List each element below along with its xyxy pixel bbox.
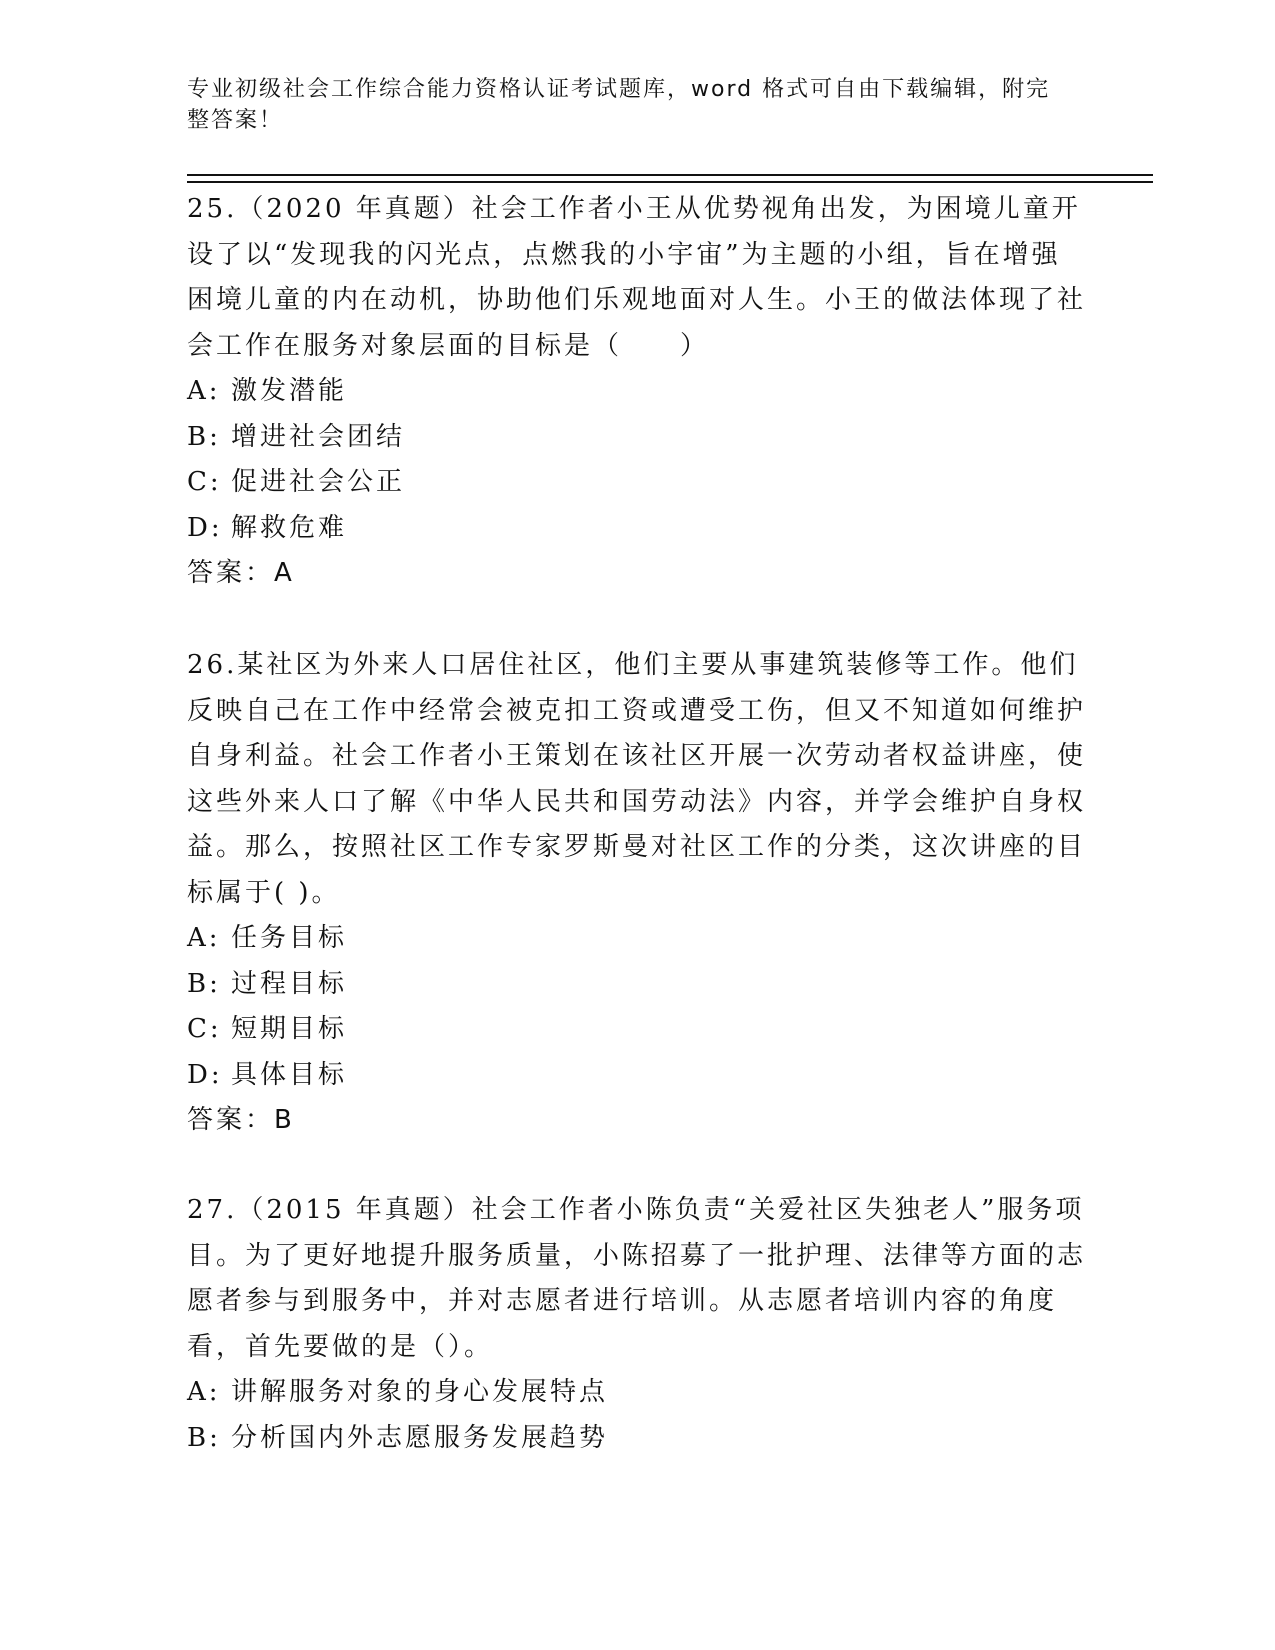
option-c <box>187 1007 1087 1053</box>
option-a <box>187 916 1087 962</box>
answer-line: 答案：A <box>187 558 295 588</box>
question-stem: 25.（2020 年真题）社会工作者小王从优势视角出发，为困境儿童开设了以“发现我的闪光点，点燃我的小宇宙”为主题的小组，旨在增强困境儿童的内在动机，协助他们乐观地面对人生。小王的做法体现了社会工作在服务对象层面的目标是（ ） <box>187 194 1087 361</box>
answer-line: 答案：B <box>187 1105 295 1135</box>
option-a <box>187 1370 1087 1416</box>
option-text: 短期目标 <box>231 1014 348 1044</box>
option-text: 具体目标 <box>231 1059 348 1090</box>
option-a <box>187 369 1087 415</box>
option-letter: B: <box>187 1422 221 1453</box>
option-c <box>187 460 1087 506</box>
option-b <box>187 415 1087 461</box>
option-d <box>187 506 1087 552</box>
option-letter: A: <box>187 923 221 953</box>
option-b <box>187 1416 1087 1462</box>
question-stem: 27.（2015 年真题）社会工作者小陈负责“关爱社区失独老人”服务项目。为了更好地提升服务质量，小陈招募了一批护理、法律等方面的志愿者参与到服务中，并对志愿者进行培训。从志愿者培训内容的角度看，首先要做的是（）。 <box>187 1195 1087 1362</box>
question-25 <box>187 187 1087 597</box>
option-d <box>187 1053 1087 1099</box>
option-letter: D: <box>187 512 223 543</box>
option-text: 促进社会公正 <box>231 467 406 497</box>
option-letter: B: <box>187 968 221 999</box>
option-text: 增进社会团结 <box>231 421 406 452</box>
option-letter: D: <box>187 1059 223 1090</box>
option-text: 任务目标 <box>231 923 348 953</box>
question-26 <box>187 643 1087 1144</box>
question-stem: 26.某社区为外来人口居住社区，他们主要从事建筑装修等工作。他们反映自己在工作中经常会被克扣工资或遭受工伤，但又不知道如何维护自身利益。社会工作者小王策划在该社区开展一次劳动者权益讲座，使这些外来人口了解《中华人民共和国劳动法》内容，并学会维护自身权益。那么，按照社区工作专家罗斯曼对社区工作的分类，这次讲座的目标属于( )。 <box>187 650 1087 908</box>
option-b <box>187 962 1087 1008</box>
header-divider-bottom <box>187 181 1153 183</box>
option-letter: A: <box>187 376 221 406</box>
option-text: 激发潜能 <box>231 376 348 406</box>
option-text: 分析国内外志愿服务发展趋势 <box>231 1422 609 1453</box>
option-letter: C: <box>187 1014 222 1044</box>
document-header: 专业初级社会工作综合能力资格认证考试题库，word 格式可自由下载编辑，附完整答案！ <box>187 77 1051 133</box>
header-divider-top <box>187 174 1153 176</box>
option-text: 解救危难 <box>231 512 348 543</box>
option-letter: C: <box>187 467 222 497</box>
option-text: 讲解服务对象的身心发展特点 <box>231 1377 609 1407</box>
question-27 <box>187 1188 1087 1461</box>
option-letter: B: <box>187 421 221 452</box>
option-letter: A: <box>187 1377 221 1407</box>
option-text: 过程目标 <box>231 968 348 999</box>
